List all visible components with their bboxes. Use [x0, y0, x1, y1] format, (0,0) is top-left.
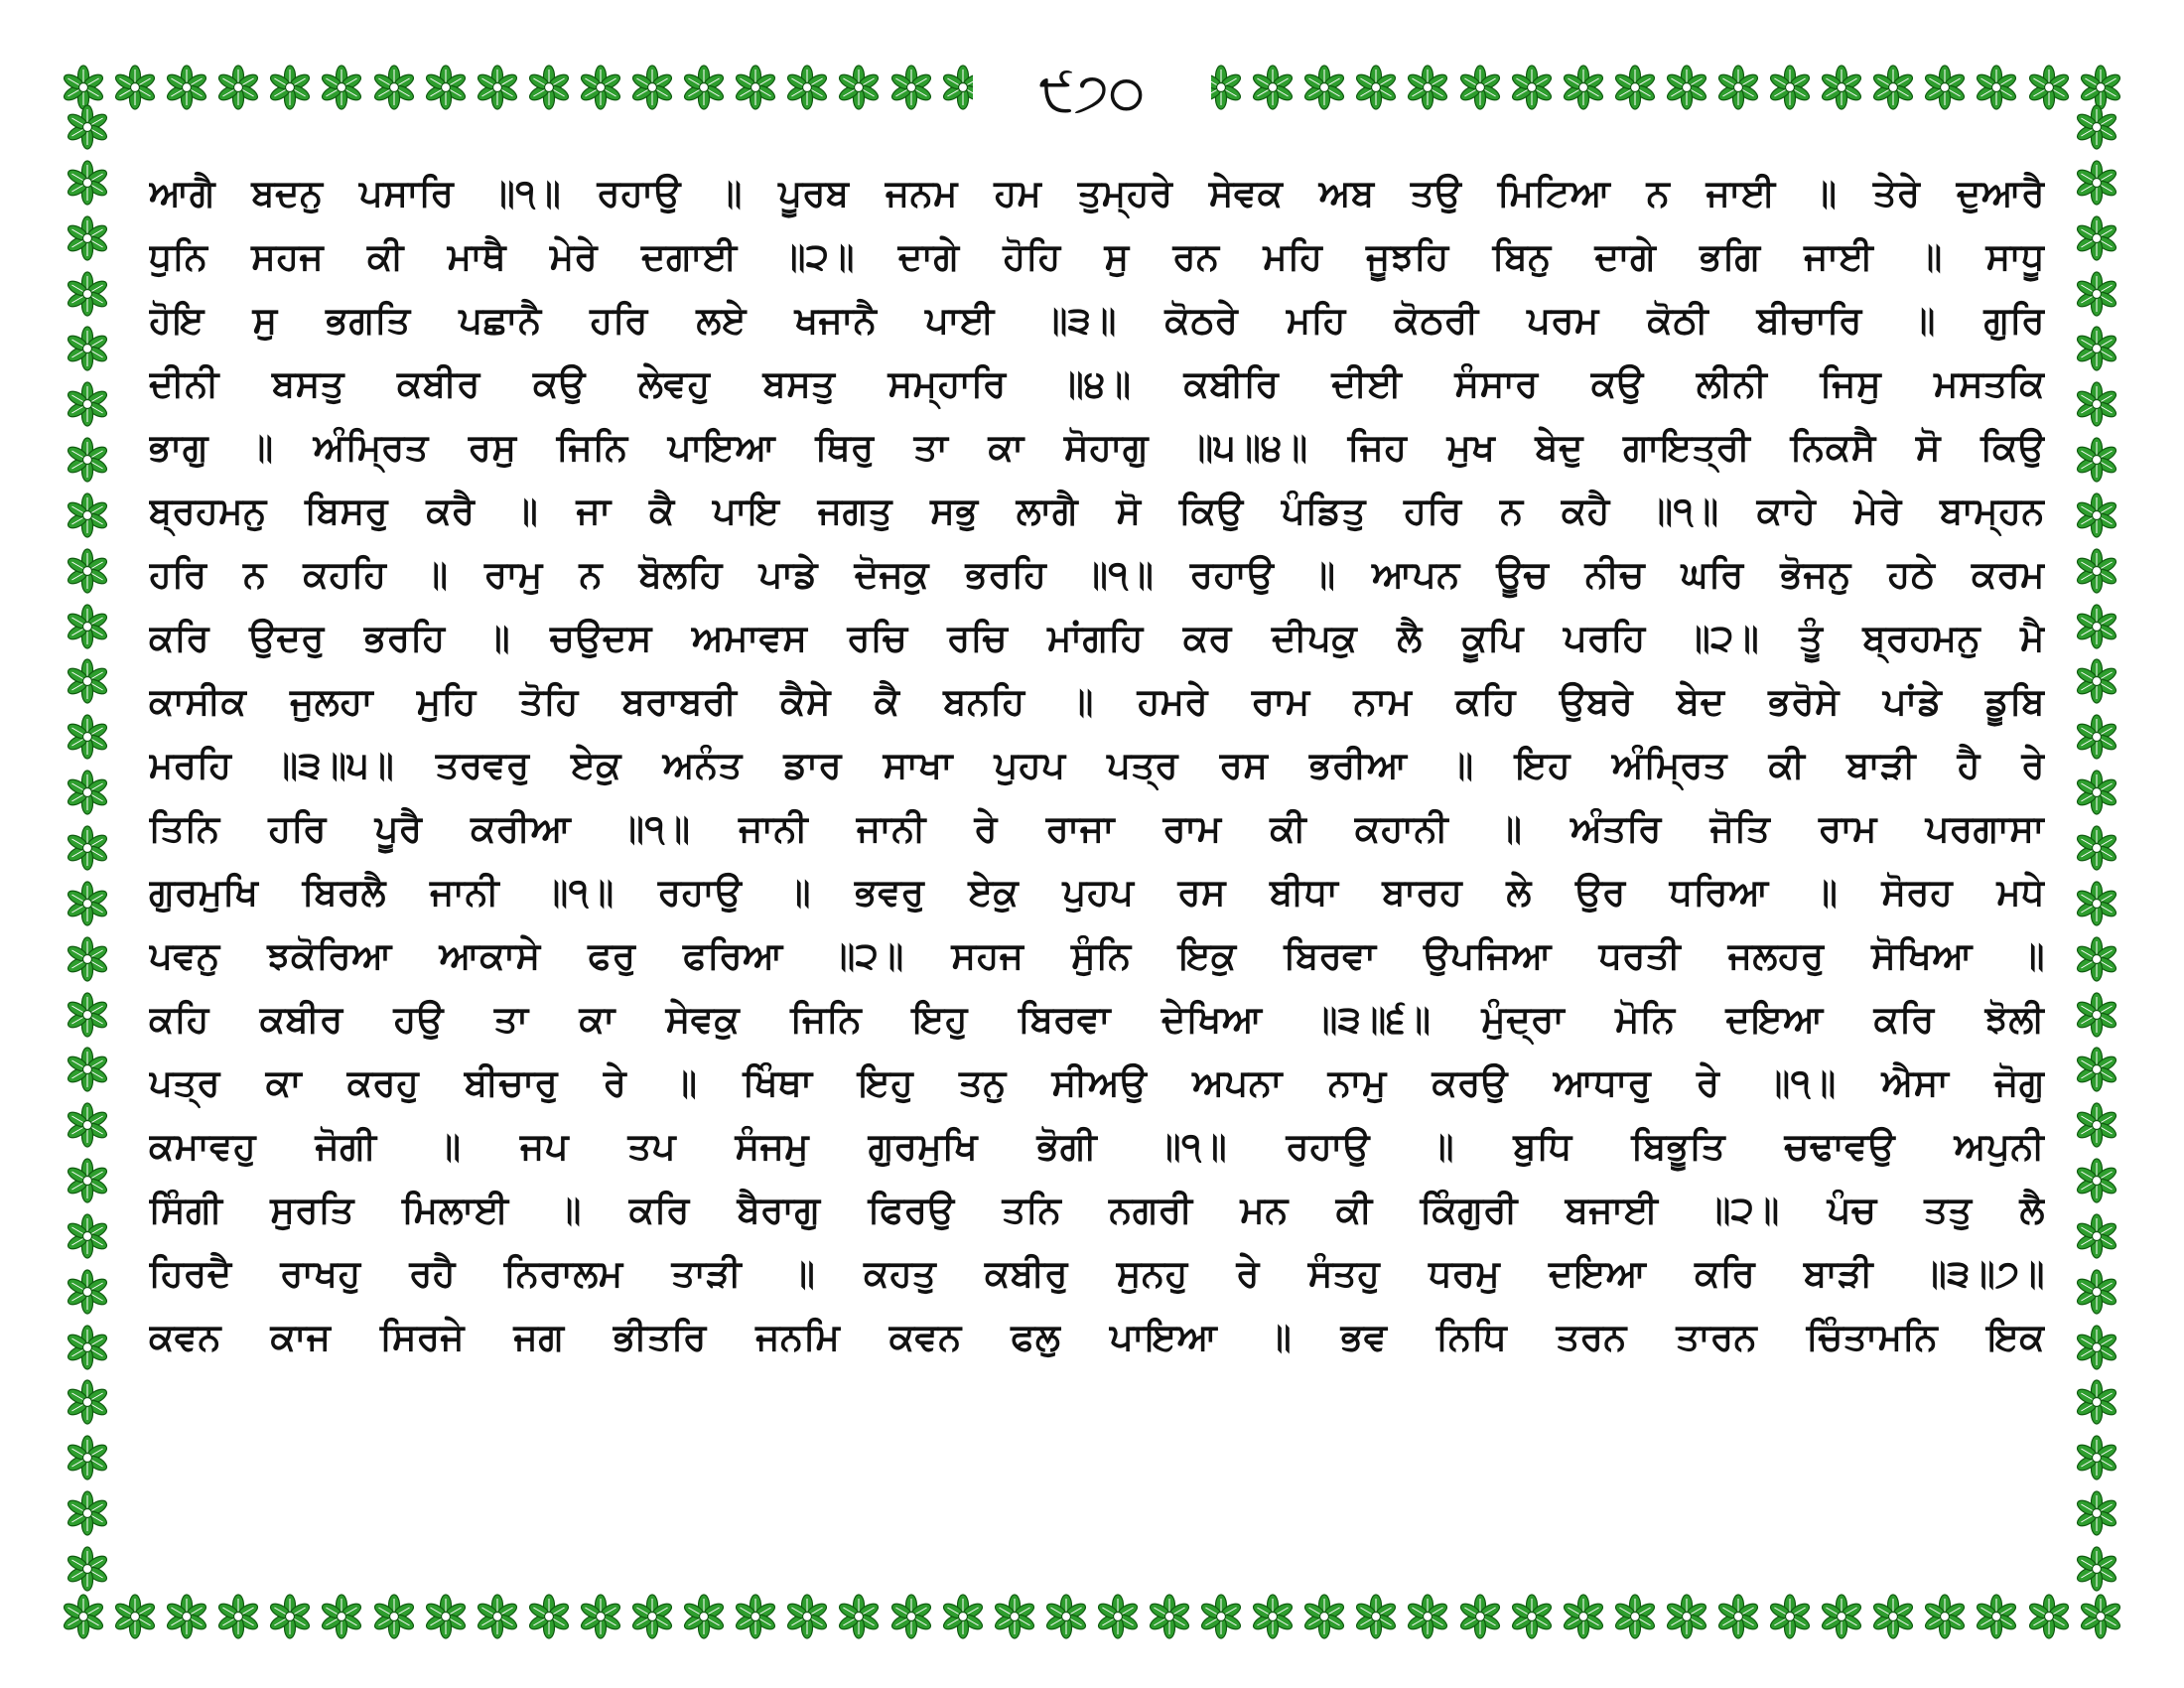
green-flower-icon [2077, 1593, 2124, 1640]
text-line-15: ਪਤ੍ਰ ਕਾ ਕਰਹੁ ਬੀਚਾਰੁ ਰੇ ॥ ਖਿੰਥਾ ਇਹੁ ਤਨੁ ਸੀਅਉ ਅਪਨਾ ਨਾਮੁ ਕਰਉ ਆਧਾਰੁ ਰੇ ॥੧॥ ਐਸਾ ਜੋਗੁ [149, 1061, 2045, 1104]
green-flower-icon [577, 64, 624, 111]
green-flower-icon [2073, 1212, 2120, 1260]
green-flower-icon [1508, 1593, 1556, 1640]
green-flower-icon [163, 64, 210, 111]
green-flower-icon [64, 1101, 111, 1149]
green-flower-icon [1456, 64, 1504, 111]
green-flower-icon [835, 1593, 883, 1640]
green-flower-icon [2025, 64, 2073, 111]
green-flower-icon [64, 270, 111, 318]
scripture-text [149, 162, 2045, 1369]
green-flower-icon [1352, 1593, 1400, 1640]
text-line-3: ਹੋਇ ਸੁ ਭਗਤਿ ਪਛਾਨੈ ਹਰਿ ਲਏ ਖਜਾਨੈ ਪਾਈ ॥੩॥ ਕੋਠਰੇ ਮਹਿ ਕੋਠਰੀ ਪਰਮ ਕੋਠੀ ਬੀਚਾਰਿ ॥ ਗੁਰਿ [149, 299, 2045, 342]
green-flower-icon [1714, 64, 1762, 111]
green-flower-icon [2073, 1101, 2120, 1149]
text-line-13: ਪਵਨੁ ਝਕੋਰਿਆ ਆਕਾਸੇ ਫਰੁ ਫਰਿਆ ॥੨॥ ਸਹਜ ਸੁੰਨਿ ਇਕੁ ਬਿਰਵਾ ਉਪਜਿਆ ਧਰਤੀ ਜਲਹਰੁ ਸੋਖਿਆ ॥ [149, 934, 2045, 977]
green-flower-icon [1663, 1593, 1710, 1640]
green-flower-icon [2073, 603, 2120, 650]
green-flower-icon [2073, 380, 2120, 428]
green-flower-icon [370, 1593, 418, 1640]
green-flower-icon [2073, 325, 2120, 372]
text-line-1: ਆਗੈ ਬਦਨੁ ਪਸਾਰਿ ॥੧॥ ਰਹਾਉ ॥ ਪੂਰਬ ਜਨਮ ਹਮ ਤੁਮ੍ਹਰੇ ਸੇਵਕ ਅਬ ਤਉ ਮਿਟਿਆ ਨ ਜਾਈ ॥ ਤੇਰੇ ਦੁਆਰੈ [149, 172, 2045, 214]
green-flower-icon [64, 991, 111, 1039]
green-flower-icon [680, 64, 728, 111]
border-left [60, 103, 115, 1593]
border-right [2069, 103, 2124, 1593]
green-flower-icon [1869, 1593, 1917, 1640]
green-flower-icon [2073, 991, 2120, 1039]
green-flower-icon [2073, 270, 2120, 318]
text-line-11: ਤਿਨਿ ਹਰਿ ਪੂਰੈ ਕਰੀਆ ॥੧॥ ਜਾਨੀ ਜਾਨੀ ਰੇ ਰਾਜਾ ਰਾਮ ਕੀ ਕਹਾਨੀ ॥ ਅੰਤਰਿ ਜੋਤਿ ਰਾਮ ਪਰਗਾਸਾ [149, 807, 2045, 850]
green-flower-icon [2073, 824, 2120, 872]
green-flower-icon [732, 1593, 779, 1640]
green-flower-icon [64, 436, 111, 484]
green-flower-icon [2073, 547, 2120, 595]
green-flower-icon [2073, 657, 2120, 705]
green-flower-icon [1249, 1593, 1297, 1640]
green-flower-icon [64, 713, 111, 761]
green-flower-icon [2073, 1489, 2120, 1537]
green-flower-icon [64, 1545, 111, 1593]
green-flower-icon [525, 1593, 573, 1640]
green-flower-icon [1921, 1593, 1969, 1640]
green-flower-icon [2073, 1268, 2120, 1316]
green-flower-icon [1663, 64, 1710, 111]
green-flower-icon [474, 64, 521, 111]
text-line-6: ਬ੍ਰਹਮਨੁ ਬਿਸਰੁ ਕਰੈ ॥ ਜਾ ਕੈ ਪਾਇ ਜਗਤੁ ਸਭੁ ਲਾਗੈ ਸੋ ਕਿਉ ਪੰਡਿਤੁ ਹਰਿ ਨ ਕਹੈ ॥੧॥ ਕਾਹੇ ਮੇਰੇ ਬਾਮ੍ਹਨ [149, 490, 2045, 532]
green-flower-icon [732, 64, 779, 111]
green-flower-icon [64, 1046, 111, 1093]
green-flower-icon [2073, 1046, 2120, 1093]
green-flower-icon [64, 880, 111, 927]
green-flower-icon [1560, 64, 1607, 111]
text-line-18: ਹਿਰਦੈ ਰਾਖਹੁ ਰਹੈ ਨਿਰਾਲਮ ਤਾੜੀ ॥ ਕਹਤੁ ਕਬੀਰੁ ਸੁਨਹੁ ਰੇ ਸੰਤਹੁ ਧਰਮੁ ਦਇਆ ਕਰਿ ਬਾੜੀ ॥੩॥੭॥ [149, 1252, 2045, 1295]
text-line-2: ਧੁਨਿ ਸਹਜ ਕੀ ਮਾਥੈ ਮੇਰੇ ਦਗਾਈ ॥੨॥ ਦਾਗੇ ਹੋਹਿ ਸੁ ਰਨ ਮਹਿ ਜੂਝਹਿ ਬਿਨੁ ਦਾਗੇ ਭਗਿ ਜਾਈ ॥ ਸਾਧੂ [149, 235, 2045, 278]
green-flower-icon [1404, 64, 1451, 111]
text-line-17: ਸਿੰਗੀ ਸੁਰਤਿ ਮਿਲਾਈ ॥ ਕਰਿ ਬੈਰਾਗੁ ਫਿਰਉ ਤਨਿ ਨਗਰੀ ਮਨ ਕੀ ਕਿੰਗੁਰੀ ਬਜਾਈ ॥੨॥ ਪੰਚ ਤਤੁ ਲੈ [149, 1189, 2045, 1231]
text-line-4: ਦੀਨੀ ਬਸਤੁ ਕਬੀਰ ਕਉ ਲੇਵਹੁ ਬਸਤੁ ਸਮ੍ਹਾਰਿ ॥੪॥ ਕਬੀਰਿ ਦੀਈ ਸੰਸਾਰ ਕਉ ਲੀਨੀ ਜਿਸੁ ਮਸਤਕਿ [149, 362, 2045, 405]
green-flower-icon [64, 103, 111, 151]
green-flower-icon [1973, 1593, 2020, 1640]
green-flower-icon [163, 1593, 210, 1640]
green-flower-icon [1766, 64, 1814, 111]
green-flower-icon [2073, 214, 2120, 262]
green-flower-icon [1611, 64, 1659, 111]
green-flower-icon [628, 64, 676, 111]
green-flower-icon [680, 1593, 728, 1640]
green-flower-icon [783, 64, 831, 111]
text-line-5: ਭਾਗੁ ॥ ਅੰਮ੍ਰਿਤ ਰਸੁ ਜਿਨਿ ਪਾਇਆ ਥਿਰੁ ਤਾ ਕਾ ਸੋਹਾਗੁ ॥੫॥੪॥ ਜਿਹ ਮੁਖ ਬੇਦੁ ਗਾਇਤ੍ਰੀ ਨਿਕਸੈ ਸੋ ਕਿਉ [149, 426, 2045, 469]
green-flower-icon [1042, 1593, 1090, 1640]
text-line-10: ਮਰਹਿ ॥੩॥੫॥ ਤਰਵਰੁ ਏਕੁ ਅਨੰਤ ਡਾਰ ਸਾਖਾ ਪੁਹਪ ਪਤ੍ਰ ਰਸ ਭਰੀਆ ॥ ਇਹ ਅੰਮ੍ਰਿਤ ਕੀ ਬਾੜੀ ਹੈ ਰੇ [149, 744, 2045, 786]
green-flower-icon [214, 1593, 262, 1640]
green-flower-icon [64, 824, 111, 872]
green-flower-icon [64, 547, 111, 595]
green-flower-icon [1818, 64, 1865, 111]
green-flower-icon [1611, 1593, 1659, 1640]
green-flower-icon [111, 64, 159, 111]
green-flower-icon [1766, 1593, 1814, 1640]
green-flower-icon [2073, 935, 2120, 983]
text-line-7: ਹਰਿ ਨ ਕਹਹਿ ॥ ਰਾਮੁ ਨ ਬੋਲਹਿ ਪਾਡੇ ਦੋਜਕੁ ਭਰਹਿ ॥੧॥ ਰਹਾਉ ॥ ਆਪਨ ਊਚ ਨੀਚ ਘਰਿ ਭੋਜਨੁ ਹਠੇ ਕਰਮ [149, 553, 2045, 596]
green-flower-icon [64, 1212, 111, 1260]
green-flower-icon [2073, 1157, 2120, 1204]
green-flower-icon [2073, 436, 2120, 484]
green-flower-icon [2073, 713, 2120, 761]
green-flower-icon [2073, 1545, 2120, 1593]
green-flower-icon [577, 1593, 624, 1640]
green-flower-icon [887, 64, 935, 111]
green-flower-icon [2073, 1434, 2120, 1481]
green-flower-icon [1714, 1593, 1762, 1640]
green-flower-icon [111, 1593, 159, 1640]
green-flower-icon [2073, 159, 2120, 207]
green-flower-icon [60, 1593, 107, 1640]
green-flower-icon [64, 769, 111, 816]
green-flower-icon [1146, 1593, 1193, 1640]
green-flower-icon [64, 492, 111, 539]
green-flower-icon [266, 1593, 314, 1640]
border-bottom [60, 1589, 2124, 1644]
text-line-9: ਕਾਸੀਕ ਜੁਲਹਾ ਮੁਹਿ ਤੋਹਿ ਬਰਾਬਰੀ ਕੈਸੇ ਕੈ ਬਨਹਿ ॥ ਹਮਰੇ ਰਾਮ ਨਾਮ ਕਹਿ ਉਬਰੇ ਬੇਦ ਭਰੋਸੇ ਪਾਂਡੇ ਡੂਬਿ [149, 680, 2045, 723]
green-flower-icon [1094, 1593, 1142, 1640]
green-flower-icon [370, 64, 418, 111]
green-flower-icon [422, 1593, 470, 1640]
green-flower-icon [318, 64, 365, 111]
green-flower-icon [835, 64, 883, 111]
green-flower-icon [628, 1593, 676, 1640]
green-flower-icon [64, 935, 111, 983]
green-flower-icon [2073, 492, 2120, 539]
text-line-12: ਗੁਰਮੁਖਿ ਬਿਰਲੈ ਜਾਨੀ ॥੧॥ ਰਹਾਉ ॥ ਭਵਰੁ ਏਕੁ ਪੁਹਪ ਰਸ ਬੀਧਾ ਬਾਰਹ ਲੇ ਉਰ ਧਰਿਆ ॥ ਸੋਰਹ ਮਧੇ [149, 871, 2045, 914]
green-flower-icon [64, 380, 111, 428]
green-flower-icon [214, 64, 262, 111]
text-line-16: ਕਮਾਵਹੁ ਜੋਗੀ ॥ ਜਪ ਤਪ ਸੰਜਮੁ ਗੁਰਮੁਖਿ ਭੋਗੀ ॥੧॥ ਰਹਾਉ ॥ ਬੁਧਿ ਬਿਭੂਤਿ ਚਢਾਵਉ ਅਪੁਨੀ [149, 1125, 2045, 1168]
green-flower-icon [1300, 64, 1348, 111]
green-flower-icon [64, 325, 111, 372]
green-flower-icon [2073, 103, 2120, 151]
green-flower-icon [2073, 1378, 2120, 1426]
green-flower-icon [1921, 64, 1969, 111]
green-flower-icon [1404, 1593, 1451, 1640]
text-line-19: ਕਵਨ ਕਾਜ ਸਿਰਜੇ ਜਗ ਭੀਤਰਿ ਜਨਮਿ ਕਵਨ ਫਲੁ ਪਾਇਆ ॥ ਭਵ ਨਿਧਿ ਤਰਨ ਤਾਰਨ ਚਿੰਤਾਮਨਿ ਇਕ [149, 1316, 2045, 1358]
green-flower-icon [2073, 1324, 2120, 1371]
green-flower-icon [939, 1593, 987, 1640]
green-flower-icon [1352, 64, 1400, 111]
green-flower-icon [64, 1157, 111, 1204]
green-flower-icon [64, 1268, 111, 1316]
green-flower-icon [1508, 64, 1556, 111]
text-line-8: ਕਰਿ ਉਦਰੁ ਭਰਹਿ ॥ ਚਉਦਸ ਅਮਾਵਸ ਰਚਿ ਰਚਿ ਮਾਂਗਹਿ ਕਰ ਦੀਪਕੁ ਲੈ ਕੂਪਿ ਪਰਹਿ ॥੨॥ ਤੂੰ ਬ੍ਰਹਮਨੁ ਮੈ [149, 617, 2045, 659]
green-flower-icon [64, 159, 111, 207]
green-flower-icon [991, 1593, 1038, 1640]
green-flower-icon [1869, 64, 1917, 111]
green-flower-icon [64, 657, 111, 705]
green-flower-icon [64, 603, 111, 650]
green-flower-icon [1560, 1593, 1607, 1640]
green-flower-icon [64, 1434, 111, 1481]
green-flower-icon [64, 1378, 111, 1426]
green-flower-icon [2025, 1593, 2073, 1640]
green-flower-icon [64, 214, 111, 262]
green-flower-icon [783, 1593, 831, 1640]
green-flower-icon [1818, 1593, 1865, 1640]
green-flower-icon [422, 64, 470, 111]
green-flower-icon [64, 1489, 111, 1537]
green-flower-icon [1249, 64, 1297, 111]
green-flower-icon [474, 1593, 521, 1640]
green-flower-icon [64, 1324, 111, 1371]
green-flower-icon [1197, 1593, 1245, 1640]
green-flower-icon [2073, 769, 2120, 816]
green-flower-icon [266, 64, 314, 111]
green-flower-icon [1300, 1593, 1348, 1640]
page-number: ੯੭੦ [993, 58, 1191, 127]
green-flower-icon [887, 1593, 935, 1640]
green-flower-icon [2073, 880, 2120, 927]
text-line-14: ਕਹਿ ਕਬੀਰ ਹਉ ਤਾ ਕਾ ਸੇਵਕੁ ਜਿਨਿ ਇਹੁ ਬਿਰਵਾ ਦੇਖਿਆ ॥੩॥੬॥ ਮੁੰਦ੍ਰਾ ਮੋਨਿ ਦਇਆ ਕਰਿ ਝੋਲੀ [149, 998, 2045, 1041]
green-flower-icon [525, 64, 573, 111]
green-flower-icon [1973, 64, 2020, 111]
green-flower-icon [318, 1593, 365, 1640]
green-flower-icon [1456, 1593, 1504, 1640]
